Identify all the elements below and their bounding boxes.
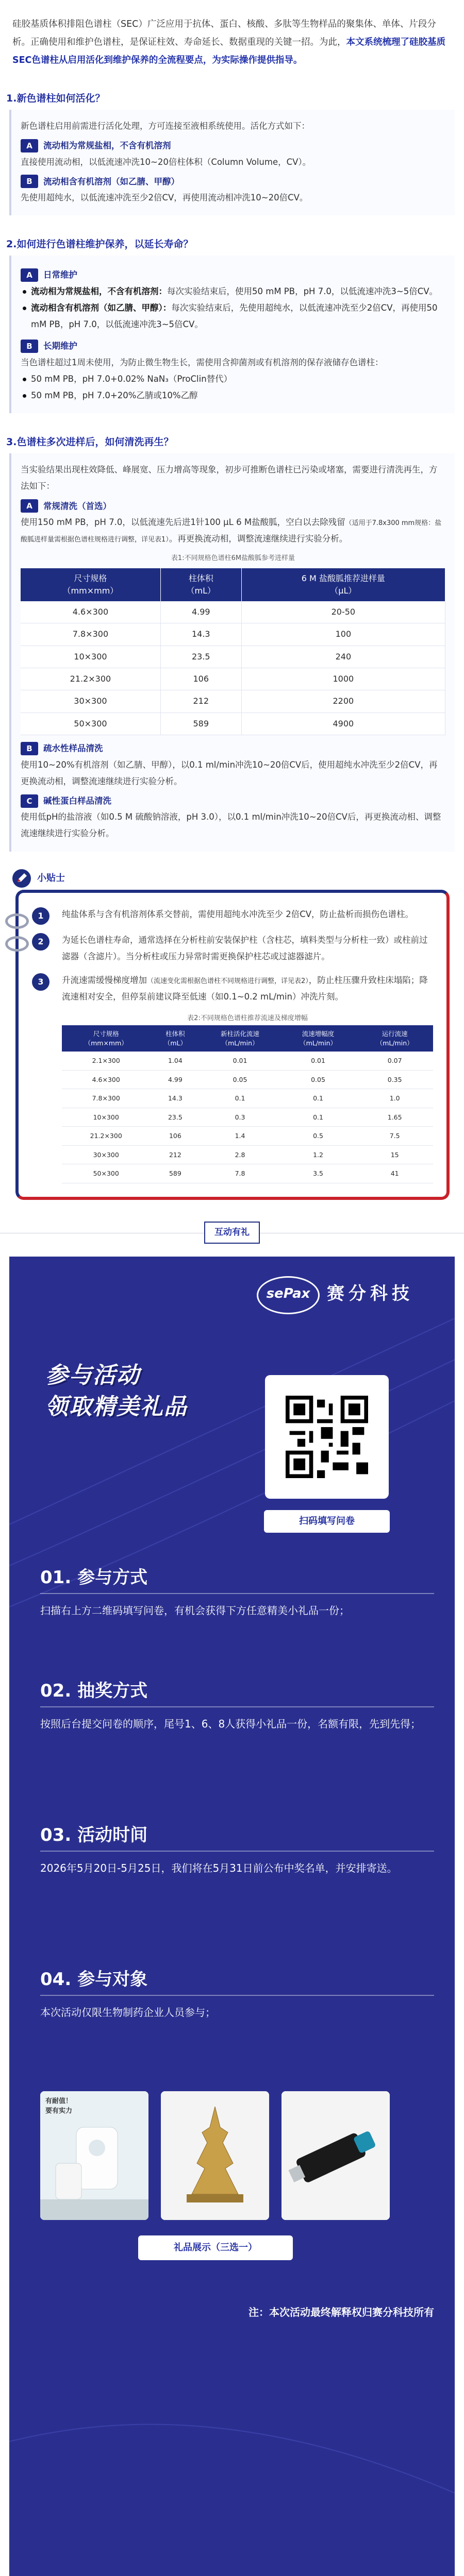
table-row: 10×300 23.5 240 (21, 646, 445, 668)
tip-number: 2 (32, 933, 49, 951)
lottery-method (40, 1679, 434, 1735)
step-text: 2026年5月20日-5月25日，我们将在5月31日前公布中奖名单，并安排寄送。 (40, 1862, 397, 1875)
table-header: 6 M 盐酸胍推荐进样量 （μL） (241, 568, 445, 601)
section3-a-label: 常规清洗（首选） (43, 501, 111, 511)
tips-heading (11, 867, 464, 890)
step-text: 按照后台提交问卷的顺序，尾号1、6、8人获得小礼品一份，名额有限，先到先得； (40, 1718, 421, 1731)
gift-card-usb-drive (281, 2091, 390, 2220)
table-header: 柱体积 （mL） (150, 1025, 200, 1052)
intro-text: 硅胶基质体积排阻色谱柱（SEC）广泛应用于抗体、蛋白、核酸、多肽等生物样品的聚集体、单体、片段分析。正确使用和维护色谱柱，是保证柱效、寿命延长、数据重现的关键一招。为此， (12, 19, 436, 47)
table1-caption: 表1:不同规格色谱柱6M盐酸胍参考进样量 (171, 554, 295, 563)
target-participants (40, 1968, 434, 2023)
gift-showcase-label: 礼品展示（三选一） (138, 2235, 293, 2260)
usb-drive-icon (281, 2091, 390, 2220)
tip-item (32, 932, 433, 965)
table-header: 新柱活化流速 （mL/min） (200, 1025, 279, 1052)
promo-headline: 参与活动 领取精美礼品 (45, 1362, 188, 1420)
table-row: 7.8×300 14.3 100 (21, 623, 445, 646)
intro-paragraph (0, 0, 464, 87)
section3-panel (9, 453, 455, 851)
section1-title: 1.新色谱柱如何活化？ (6, 93, 105, 104)
golden-tower-ornament-icon (161, 2091, 269, 2220)
qr-code-icon (286, 1396, 368, 1478)
step-title: 03. 活动时间 (40, 1823, 434, 1852)
step-text: 扫描右上方二维码填写问卷，有机会获得下方任意精美小礼品一份； (40, 1604, 350, 1617)
tip-item (32, 972, 433, 1005)
promo-poster (9, 1257, 455, 2576)
section3-b-text: 使用10~20%有机溶剂（如乙腈、甲醇），以0.1 ml/min冲洗10~20倍CV后，使用超纯水冲洗至少2倍CV，再更换流动相，调整流速继续进行实验分析。 (21, 759, 438, 786)
section1-b-text: 先使用超纯水，以低流速冲洗至少2倍CV，再使用流动相冲洗10~20倍CV。 (21, 193, 308, 203)
list-item: 流动相为常规盐相，不含有机溶剂：每次实验结束后，使用50 mM PB，pH 7.0，以低流速冲洗3~5倍CV。 (21, 283, 445, 300)
promo-disclaimer: 注：本次活动最终解释权归赛分科技所有 (248, 2306, 434, 2318)
tips-card (15, 890, 450, 1200)
step-title: 04. 参与对象 (40, 1968, 434, 1996)
tag-b-badge: B (21, 340, 38, 353)
section3-b-heading (21, 740, 445, 756)
table-row: 7.8×300 14.3 0.1 0.1 1.0 (62, 1089, 433, 1108)
tip-text: 纯盐体系与含有机溶剂体系交替前，需使用超纯水冲洗至少 2倍CV，防止盐析而损伤色谱柱。 (62, 909, 414, 919)
daily-maintenance-list (21, 283, 445, 333)
pencil-icon (11, 868, 32, 889)
table-row: 4.6×300 4.99 20-50 (21, 601, 445, 623)
section2-b-text: 当色谱柱超过1周未使用，为防止微生物生长，需使用含抑菌剂或有机溶剂的保存液储存色谱柱： (21, 357, 384, 367)
tip-item (32, 906, 433, 925)
gift-card-text: 有耐值！ 要有实力 (45, 2097, 73, 2115)
section1-panel (9, 110, 455, 215)
section2-a-heading (21, 267, 445, 283)
section3-a-text: 使用150 mM PB，pH 7.0，以低流速先后进1针100 μL 6 M盐酸胍，空白以去除残留（适用于7.8x300 mm规格：盐酸胍进样量需根据色谱柱规格进行调整，详见表1）。再更换流动相，调整流速继续进行实验分析。 (21, 517, 442, 544)
step-title: 01. 参与方式 (40, 1566, 434, 1595)
tag-a-badge: A (21, 268, 38, 282)
section1-lead: 新色谱柱启用前需进行活化处理，方可连接至液相系统使用。活化方式如下： (21, 121, 310, 131)
event-time (40, 1823, 434, 1879)
section3-title: 3.色谱柱多次进样后，如何清洗再生？ (6, 436, 174, 448)
section2-b-heading (21, 338, 445, 354)
tag-c-badge: C (21, 794, 38, 808)
list-item: 50 mM PB，pH 7.0+20%乙腈或10%乙醇 (21, 387, 445, 404)
sepax-logo: sePax (257, 1276, 320, 1314)
tip-number: 1 (32, 907, 49, 925)
section2-panel (9, 256, 455, 413)
section2-b-label: 长期维护 (43, 341, 77, 351)
section3-a-note: （适用于7.8x300 mm规格：盐酸胍进样量需根据色谱柱规格进行调整，详见表1） (21, 519, 442, 544)
gift-gallery (40, 2091, 391, 2220)
list-item: 50 mM PB，pH 7.0+0.02% NaN₃（ProClin替代） (21, 371, 445, 387)
section3-b-label: 疏水性样品清洗 (43, 743, 103, 754)
section2-a-label: 日常维护 (43, 270, 77, 280)
step-text: 本次活动仅限生物制药企业人员参与； (40, 2006, 216, 2019)
tip-text: 升流速需缓慢梯度增加（流速变化需根据色谱柱不同规格进行调整，详见表2），防止柱压骤升致柱床塌陷；降流速相对安全，但停泵前建议降至低速（如0.1~0.2 mL/min）冲洗片刻。 (62, 975, 428, 1002)
section1-a-text: 直接使用流动相，以低流速冲洗10~20倍柱体积（Column Volume，CV）。 (21, 157, 311, 167)
table-row: 10×300 23.5 0.3 0.1 1.65 (62, 1108, 433, 1127)
table2-caption: 表2:不同规格色谱柱推荐流速及梯度增幅 (187, 1014, 308, 1023)
tag-a-badge: A (21, 499, 38, 513)
table-row: 2.1×300 1.04 0.01 0.01 0.07 (62, 1052, 433, 1070)
gift-card-humidifier (40, 2091, 148, 2220)
step-title: 02. 抽奖方式 (40, 1679, 434, 1708)
list-item: 流动相含有机溶剂（如乙腈、甲醇）：每次实验结束后，先使用超纯水，以低流速冲洗至少2倍CV，再使用50 mM PB，pH 7.0，以低流速冲洗3~5倍CV。 (21, 300, 445, 333)
table-row: 4.6×300 4.99 0.05 0.05 0.35 (62, 1070, 433, 1089)
tip-text: 为延长色谱柱寿命，通常选择在分析柱前安装保护柱（含柱芯，填料类型与分析柱一致）或柱前过滤器（含滤片）。当分析柱或压力异常时需更换保护柱芯或过滤器滤片。 (62, 935, 428, 961)
table-row: 50×300 589 4900 (21, 713, 445, 735)
qr-code-card[interactable] (265, 1375, 389, 1499)
table-row: 50×300 589 7.8 3.5 41 (62, 1164, 433, 1183)
binder-ring-icon (5, 936, 29, 952)
participation-method (40, 1566, 434, 1621)
company-logo (9, 1272, 455, 1318)
guanidine-injection-table (21, 568, 445, 735)
interactive-gift-label: 互动有礼 (204, 1222, 260, 1244)
table-header: 尺寸规格 （mm×mm） (62, 1025, 150, 1052)
table-header: 流速增幅度 （mL/min） (280, 1025, 357, 1052)
storage-solution-list (21, 371, 445, 404)
promo-heading (0, 1217, 464, 1248)
table-row: 21.2×300 106 1.4 0.5 7.5 (62, 1127, 433, 1146)
section3-a-heading (21, 498, 445, 514)
section3-lead: 当实验结果出现柱效降低、峰展宽、压力增高等现象，初步可推断色谱柱已污染或堵塞，需要进行清洗再生，方法如下： (21, 465, 438, 492)
section3-c-label: 碱性蛋白样品清洗 (43, 795, 111, 806)
tag-b-badge: B (21, 175, 38, 188)
flow-rate-table (62, 1025, 433, 1183)
gift-card-trophy (161, 2091, 269, 2220)
section2-title: 2.如何进行色谱柱维护保养，以延长寿命？ (6, 239, 193, 250)
section1-a-label: 流动相为常规盐相，不含有机溶剂 (43, 141, 171, 151)
table-row: 30×300 212 2.8 1.2 15 (62, 1145, 433, 1164)
section3-c-heading (21, 793, 445, 809)
table-row: 30×300 212 2200 (21, 690, 445, 713)
tips-title: 小贴士 (37, 872, 65, 884)
intro-highlight: 本文系统梳理了硅胶基质SEC色谱柱从启用活化到维护保养的全流程要点，为实际操作提供指导。 (12, 37, 445, 65)
tag-b-badge: B (21, 742, 38, 755)
tag-a-badge: A (21, 139, 38, 152)
scan-questionnaire-button[interactable]: 扫码填写问卷 (264, 1510, 390, 1533)
tip-number: 3 (32, 973, 49, 991)
section3-c-text: 使用低pH的盐溶液（如0.5 M 硫酸钠溶液，pH 3.0），以0.1 ml/min冲洗10~20倍CV后，再更换流动相、调整流速继续进行实验分析。 (21, 812, 441, 839)
company-name: 赛分科技 (327, 1283, 413, 1304)
binder-ring-icon (5, 913, 29, 929)
table-header: 尺寸规格 （mm×mm） (21, 568, 160, 601)
table-header: 柱体积 （mL） (160, 568, 241, 601)
section1-a-heading (21, 138, 445, 154)
section1-b-label: 流动相含有机溶剂（如乙腈、甲醇） (43, 176, 179, 187)
table-header: 运行流速 （mL/min） (356, 1025, 433, 1052)
section1-b-heading (21, 174, 445, 190)
table-row: 21.2×300 106 1000 (21, 668, 445, 690)
